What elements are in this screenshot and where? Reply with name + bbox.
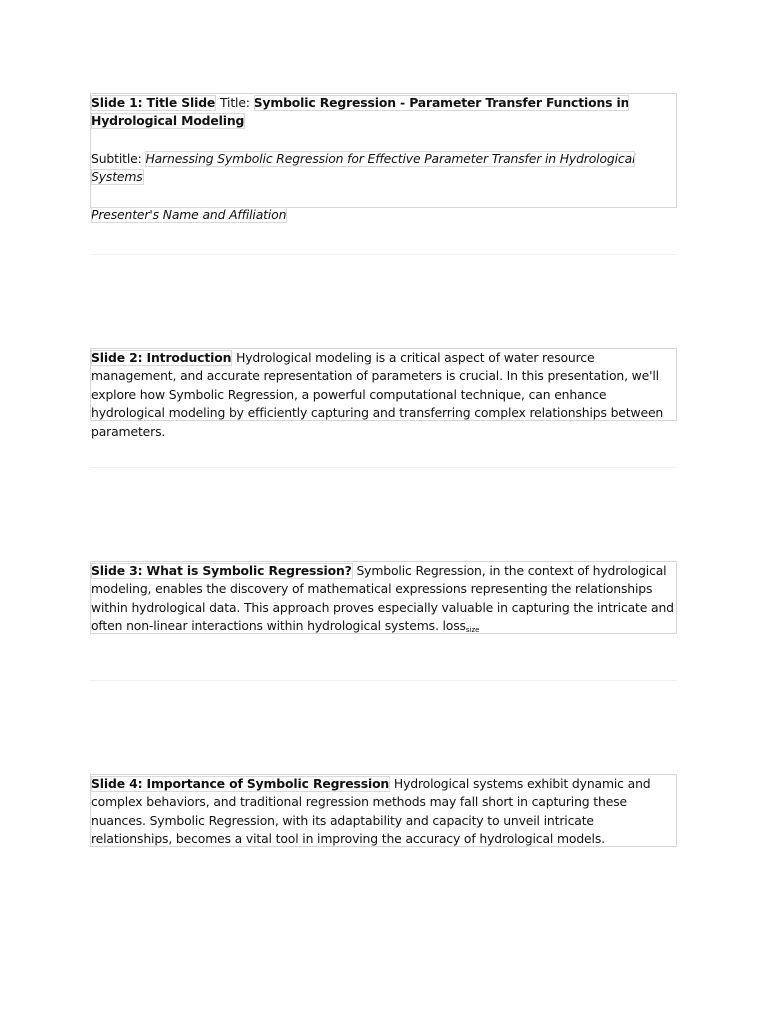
slide-4-heading: Slide 4: Importance of Symbolic Regression <box>91 776 390 791</box>
slide-1-heading: Slide 1: Title Slide <box>91 95 216 110</box>
slide-3-heading: Slide 3: What is Symbolic Regression? <box>91 563 352 578</box>
slide-1-title: Symbolic Regression - Parameter Transfer Functions in Hydrological Modeling <box>91 95 630 129</box>
slide-1-presenter-line <box>91 206 676 224</box>
slide-1-subtitle-line <box>91 150 676 187</box>
slide-1-subtitle: Harnessing Symbolic Regression for Effective Parameter Transfer in Hydrological Systems <box>91 150 636 185</box>
page-divider <box>90 467 677 468</box>
slide-2-heading: Slide 2: Introduction <box>91 350 232 365</box>
slide-4-block <box>90 774 677 847</box>
slide-2-block <box>90 348 677 439</box>
slide-1-subtitle-label: Subtitle: <box>91 150 142 166</box>
slide-1-block <box>90 93 677 222</box>
slide-3-block <box>90 561 677 634</box>
slide-3-body: Symbolic Regression, in the context of hydrological modeling, enables the discovery of mathematical expressions representing the relationships within hydrological data. This approach proves especially valuable in capturing the intricate and often non-linear interactions within hydrological systems. loss <box>91 563 674 634</box>
slide-1-title-label: Title: <box>219 95 250 110</box>
slide-1-presenter: Presenter's Name and Affiliation <box>91 206 287 222</box>
page-divider <box>90 680 677 681</box>
page-divider <box>90 254 677 255</box>
slide-4-body: Hydrological systems exhibit dynamic and complex behaviors, and traditional regression methods may fall short in capturing these nuances. Symbolic Regression, with its adaptability and capacity to unveil intricate relationships, becomes a vital tool in improving the accuracy of hydrological models. <box>91 776 651 847</box>
slide-2-body: Hydrological modeling is a critical aspect of water resource management, and accurate representation of parameters is crucial. In this presentation, we'll explore how Symbolic Regression, a powerful computational technique, can enhance hydrological modeling by efficiently capturing and transferring complex relationships between parameters. <box>91 350 664 439</box>
slide-3-subscript: size <box>465 626 480 635</box>
slide-1-title-line <box>91 94 676 131</box>
